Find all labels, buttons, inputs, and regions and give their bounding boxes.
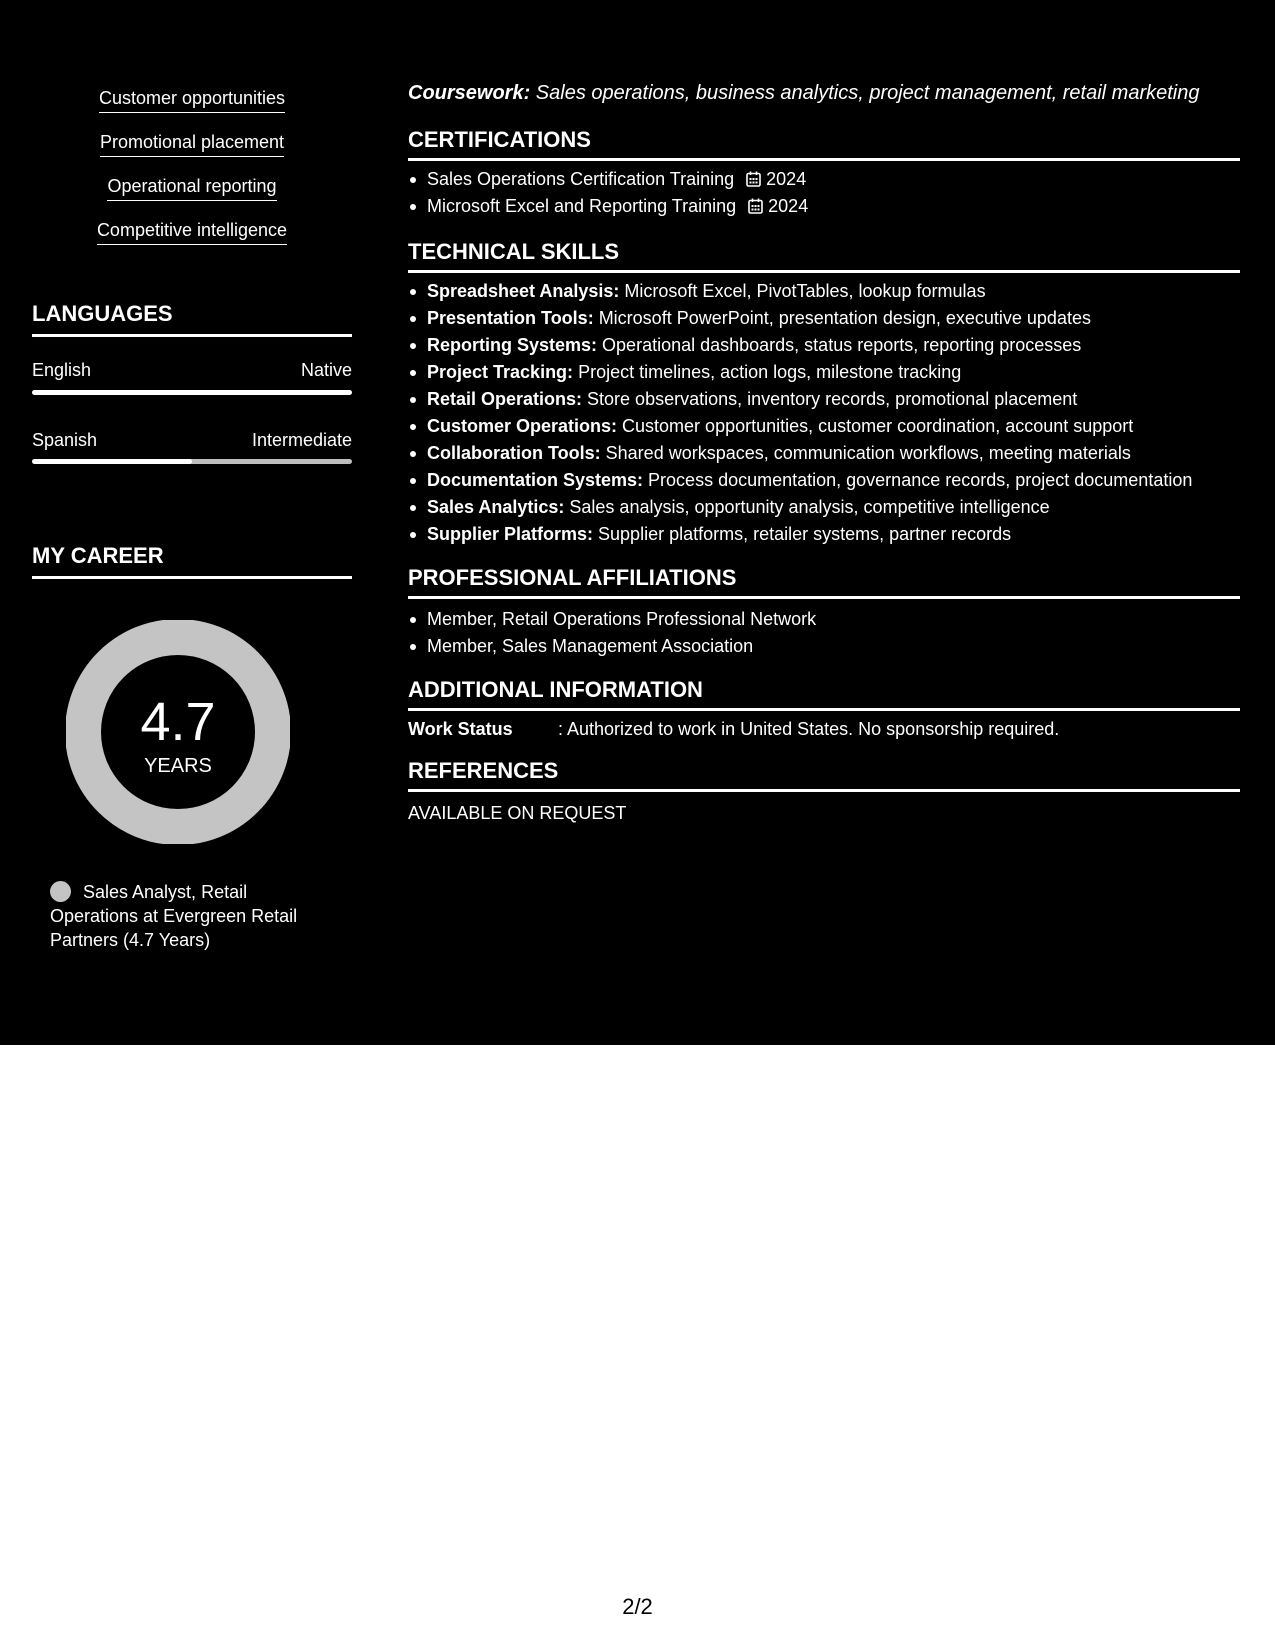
- technical-skill-item: [408, 386, 1240, 413]
- language-bar-english: [32, 390, 352, 395]
- languages-heading: LANGUAGES: [32, 300, 352, 337]
- language-name: Spanish: [32, 430, 98, 450]
- technical-skill-item: [408, 413, 1240, 440]
- technical-skill-item: [408, 521, 1240, 548]
- language-bar-fill: [32, 390, 352, 395]
- skill-text: Customer opportunities, customer coordination, account support: [617, 416, 1134, 436]
- certification-year: 2024: [768, 196, 809, 216]
- coursework: [408, 80, 1240, 106]
- certification-name: Sales Operations Certification Training: [427, 169, 735, 189]
- language-row-spanish: [32, 429, 352, 451]
- affiliations-heading: PROFESSIONAL AFFILIATIONS: [408, 564, 1240, 599]
- certifications-list: [408, 166, 1240, 220]
- language-level: Native: [300, 360, 352, 380]
- skill-label: Customer Operations:: [427, 416, 618, 436]
- skill-text: Operational dashboards, status reports, reporting processes: [597, 335, 1082, 355]
- work-status-text: : Authorized to work in United States. No sponsorship required.: [558, 719, 1060, 739]
- affiliations-list: [408, 606, 1240, 660]
- career-legend-text: Sales Analyst, Retail Operations at Evergreen Retail Partners (4.7 Years): [50, 882, 298, 950]
- skill-label: Spreadsheet Analysis:: [427, 281, 620, 301]
- skill-label: Reporting Systems:: [427, 335, 598, 355]
- page-number: 2/2: [622, 1594, 653, 1619]
- technical-skill-item: [408, 305, 1240, 332]
- language-name: English: [32, 360, 92, 380]
- technical-skill-item: [408, 332, 1240, 359]
- language-row-english: [32, 359, 352, 381]
- calendar-icon: [748, 198, 763, 214]
- technical-skill-item: [408, 359, 1240, 386]
- certification-item: [408, 166, 1240, 193]
- skill-tag: Competitive intelligence: [97, 218, 287, 245]
- language-bar-spanish: [32, 459, 352, 464]
- certifications-heading: CERTIFICATIONS: [408, 126, 1240, 161]
- language-level: Intermediate: [251, 430, 352, 450]
- skill-text: Supplier platforms, retailer systems, partner records: [593, 524, 1012, 544]
- skill-tag: Promotional placement: [100, 130, 284, 157]
- affiliation-item: Member, Sales Management Association: [408, 633, 1240, 660]
- skill-text: Sales analysis, opportunity analysis, competitive intelligence: [564, 497, 1050, 517]
- skill-tag: Customer opportunities: [99, 86, 285, 113]
- skill-label: Collaboration Tools:: [427, 443, 601, 463]
- skill-text: Shared workspaces, communication workflows, meeting materials: [600, 443, 1131, 463]
- career-total-unit: YEARS: [144, 755, 212, 777]
- technical-skill-item: [408, 440, 1240, 467]
- technical-skills-list: [408, 278, 1240, 548]
- skill-text: Microsoft PowerPoint, presentation design, executive updates: [593, 308, 1091, 328]
- technical-skill-item: [408, 278, 1240, 305]
- career-legend: [50, 880, 330, 952]
- language-bar-fill: [32, 459, 192, 464]
- references-heading: REFERENCES: [408, 757, 1240, 792]
- technical-skills-heading: TECHNICAL SKILLS: [408, 238, 1240, 273]
- career-heading: MY CAREER: [32, 542, 352, 579]
- affiliation-item: Member, Retail Operations Professional Network: [408, 606, 1240, 633]
- career-total-value: 4.7: [140, 692, 216, 752]
- skill-label: Presentation Tools:: [427, 308, 594, 328]
- certification-name: Microsoft Excel and Reporting Training: [427, 196, 737, 216]
- skill-text: Store observations, inventory records, promotional placement: [582, 389, 1078, 409]
- skill-text: Microsoft Excel, PivotTables, lookup formulas: [619, 281, 986, 301]
- skill-label: Project Tracking:: [427, 362, 574, 382]
- certification-year: 2024: [766, 169, 807, 189]
- work-status-label: Work Status: [408, 719, 513, 739]
- references-text: AVAILABLE ON REQUEST: [408, 803, 627, 823]
- skill-label: Retail Operations:: [427, 389, 583, 409]
- skill-label: Sales Analytics:: [427, 497, 565, 517]
- skill-label: Documentation Systems:: [427, 470, 644, 490]
- additional-info-heading: ADDITIONAL INFORMATION: [408, 676, 1240, 711]
- work-status-row: [408, 717, 1240, 741]
- technical-skill-item: [408, 467, 1240, 494]
- skill-tag: Operational reporting: [107, 174, 276, 201]
- coursework-label: Coursework:: [408, 82, 531, 104]
- legend-dot-icon: [50, 881, 71, 902]
- skill-text: Project timelines, action logs, milestone tracking: [573, 362, 962, 382]
- calendar-icon: [746, 171, 761, 187]
- certification-item: [408, 193, 1240, 220]
- skill-text: Process documentation, governance records, project documentation: [643, 470, 1193, 490]
- technical-skill-item: [408, 494, 1240, 521]
- career-donut-chart: [66, 620, 290, 844]
- skill-tag-list: [32, 86, 352, 262]
- skill-label: Supplier Platforms:: [427, 524, 594, 544]
- coursework-text: Sales operations, business analytics, project management, retail marketing: [530, 82, 1200, 104]
